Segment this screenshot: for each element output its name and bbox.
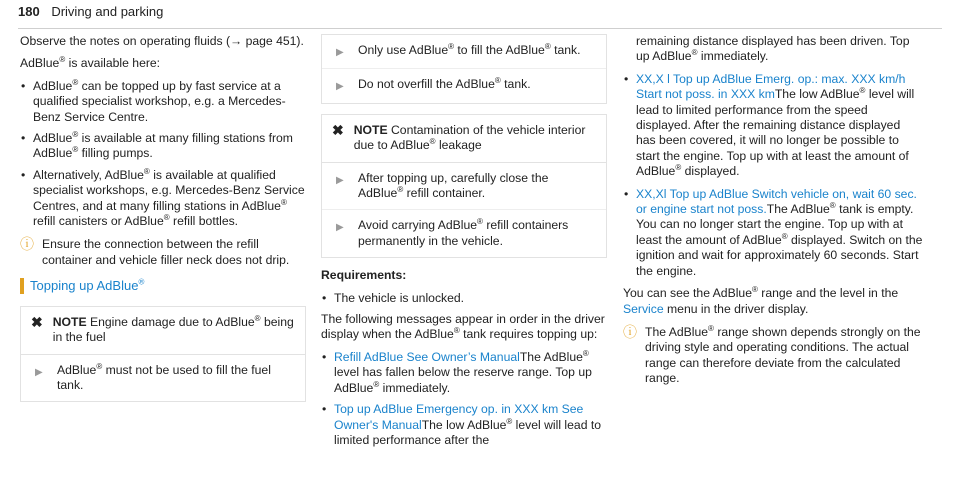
notice-item-text bbox=[57, 363, 295, 394]
reg-mark: ® bbox=[859, 86, 866, 96]
list-item bbox=[623, 187, 923, 279]
display-message: Refill AdBlue See Owner’s Manual bbox=[334, 349, 520, 364]
notice-header bbox=[322, 115, 606, 163]
reg-mark: ® bbox=[781, 231, 788, 241]
paragraph-text: immediately. bbox=[700, 49, 769, 64]
instruction-text: to fill the AdBlue bbox=[457, 43, 545, 57]
arrow-right-icon: ▶ bbox=[35, 366, 43, 378]
paragraph-text: The AdBlue bbox=[645, 324, 709, 339]
instruction-text: tank. bbox=[504, 77, 531, 92]
tip-note bbox=[623, 325, 923, 387]
warning-icon: ✖ bbox=[332, 121, 344, 138]
reg-mark: ® bbox=[751, 285, 758, 295]
message-description: tank is empty. You can no longer start the engine. Top up with at least the amount of AdBlue bbox=[636, 202, 914, 247]
reg-mark: ® bbox=[72, 129, 79, 139]
tip-text: Ensure the connection between the refill container and vehicle filler neck does not drip. bbox=[42, 237, 290, 267]
notice-item-text bbox=[358, 77, 531, 94]
reg-mark: ® bbox=[138, 277, 145, 287]
notice-body: Engine damage due to AdBlue bbox=[89, 314, 255, 329]
notice-box-continued bbox=[321, 34, 607, 104]
paragraph-text: tank requires topping up: bbox=[463, 327, 598, 342]
notice-item bbox=[322, 35, 606, 69]
tip-text bbox=[645, 325, 923, 387]
message-description: The low AdBlue bbox=[421, 417, 507, 432]
paragraph-text: The following messages appear in order in the driver display when the AdBlue bbox=[321, 312, 605, 342]
notice-header bbox=[21, 307, 305, 355]
message-description: The low AdBlue bbox=[774, 87, 860, 102]
section-heading bbox=[20, 278, 306, 293]
paragraph-text: menu in the driver display. bbox=[667, 301, 809, 316]
column-2 bbox=[321, 34, 607, 454]
list-item-text: is available at qualified specialist workshops, e.g. Mercedes-Benz Service Centres, and at many filling stations in AdBlue bbox=[33, 167, 305, 213]
message-description: level has fallen below the reserve range. Top up AdBlue bbox=[334, 365, 592, 395]
list-item-text: refill bottles. bbox=[173, 214, 239, 229]
notice-body: being in the fuel bbox=[52, 314, 294, 345]
message-description: displayed. bbox=[684, 164, 740, 179]
reg-mark: ® bbox=[280, 197, 287, 207]
message-description: displayed. Switch on the ignition and wait for approximately 60 seconds. Start the engine. bbox=[636, 232, 923, 278]
continued-text bbox=[623, 34, 923, 65]
list-item bbox=[20, 168, 306, 230]
info-icon: ⓘ bbox=[20, 236, 34, 253]
info-icon: ⓘ bbox=[623, 323, 637, 340]
notice-item-text bbox=[358, 218, 596, 249]
paragraph-text: You can see the AdBlue bbox=[623, 286, 752, 301]
list-item bbox=[623, 72, 923, 180]
reg-mark: ® bbox=[448, 41, 455, 51]
reg-mark: ® bbox=[582, 348, 589, 358]
arrow-right-icon: ▶ bbox=[336, 81, 344, 93]
display-message: Top up AdBlue Emergency op. in XXX km See Owner's Manual bbox=[334, 402, 584, 432]
reg-mark: ® bbox=[708, 323, 714, 333]
reg-mark: ® bbox=[163, 213, 170, 222]
instruction-text: Only use AdBlue bbox=[358, 43, 449, 57]
chapter-title: Driving and parking bbox=[51, 4, 164, 19]
arrow-right-icon: ▶ bbox=[336, 222, 344, 234]
reg-mark: ® bbox=[829, 201, 836, 210]
list-item-text: Alternatively, AdBlue bbox=[33, 167, 144, 182]
list-item-text: is available at many filling stations from AdBlue bbox=[33, 131, 293, 161]
reg-mark: ® bbox=[544, 41, 551, 51]
list-item-text: filling pumps. bbox=[81, 146, 153, 161]
notice-text bbox=[53, 315, 295, 346]
instruction-text: Do not overfill the AdBlue bbox=[358, 77, 495, 92]
messages-intro bbox=[321, 312, 607, 343]
list-item bbox=[321, 350, 607, 396]
notice-item bbox=[322, 210, 606, 257]
availability-intro bbox=[20, 56, 306, 71]
range-paragraph bbox=[623, 286, 923, 317]
column-1 bbox=[20, 34, 306, 412]
column-3 bbox=[623, 34, 923, 397]
paragraph-text: remaining distance displayed has been driven. Top up AdBlue bbox=[636, 34, 910, 64]
list-item bbox=[321, 291, 607, 306]
notice-body: Contamination of the vehicle interior due to AdBlue bbox=[353, 122, 586, 153]
reg-mark: ® bbox=[506, 416, 513, 426]
paragraph-text: range shown depends strongly on the driving style and operating conditions. The actual range can therefore deviate from the calculated range. bbox=[645, 324, 921, 386]
instruction-text: refill containers permanently in the vehicle. bbox=[358, 218, 569, 248]
display-message: XX,X l Top up AdBlue Emerg. op.: max. XXX km/h Start not poss. in XXX km bbox=[636, 71, 906, 102]
availability-label: is available here: bbox=[68, 56, 161, 71]
tip-note bbox=[20, 237, 306, 268]
section-title: Topping up AdBlue bbox=[30, 278, 139, 294]
notice-item bbox=[322, 163, 606, 211]
display-message: XX,Xl Top up AdBlue Switch vehicle on, wait 60 sec. or engine start not poss. bbox=[636, 186, 917, 217]
notice-text bbox=[354, 123, 596, 154]
notice-label: NOTE bbox=[52, 314, 87, 329]
arrow-right-icon: ▶ bbox=[336, 174, 344, 186]
instruction-text: tank. bbox=[554, 43, 581, 57]
paragraph-text: range and the level in the bbox=[761, 286, 899, 301]
reg-mark: ® bbox=[691, 48, 698, 58]
message-description: immediately. bbox=[382, 380, 451, 395]
reg-mark: ® bbox=[254, 313, 261, 323]
message-description: The AdBlue bbox=[766, 202, 830, 217]
intro-paragraph: Observe the notes on operating fluids (→ page 451). bbox=[20, 34, 304, 48]
service-menu-label: Service bbox=[623, 301, 664, 316]
reg-mark: ® bbox=[675, 163, 682, 173]
instruction-text: must not be used to fill the fuel tank. bbox=[57, 362, 271, 392]
list-item bbox=[20, 131, 306, 162]
reg-mark: ® bbox=[96, 361, 103, 371]
brand-name: AdBlue bbox=[33, 78, 73, 93]
list-item-text: can be topped up by fast service at a qualified specialist workshop, e.g. a Mercedes-Benz Service Centre. bbox=[33, 78, 286, 124]
arrow-right-icon: ▶ bbox=[336, 47, 344, 58]
list-item-text: refill canisters or AdBlue bbox=[33, 214, 164, 229]
list-item bbox=[321, 402, 607, 448]
notice-label: NOTE bbox=[353, 122, 388, 137]
brand-name: AdBlue bbox=[33, 131, 73, 146]
reg-mark: ® bbox=[397, 184, 404, 194]
reg-mark: ® bbox=[477, 217, 483, 227]
reg-mark: ® bbox=[494, 76, 501, 86]
reg-mark: ® bbox=[453, 326, 460, 336]
notice-item bbox=[21, 355, 305, 402]
instruction-text: refill container. bbox=[406, 186, 486, 201]
list-item bbox=[20, 79, 306, 125]
reg-mark: ® bbox=[143, 166, 150, 176]
brand-name: AdBlue bbox=[20, 56, 60, 71]
reg-mark: ® bbox=[72, 145, 79, 155]
reg-mark: ® bbox=[59, 55, 66, 65]
message-description: level will lead to limited performance from the speed displayed. After the remaining distance displayed has been covered, it will no longer be possible to start the engine. Top up with at least the amount of AdBlue bbox=[636, 87, 915, 179]
notice-box bbox=[321, 114, 607, 258]
brand-name: AdBlue bbox=[57, 362, 97, 377]
notice-item bbox=[322, 69, 606, 102]
message-description: level will lead to limited performance after the bbox=[334, 417, 602, 447]
notice-item-text bbox=[358, 171, 596, 202]
instruction-text: Avoid carrying AdBlue bbox=[358, 218, 478, 233]
instruction-text: After topping up, carefully close the AdBlue bbox=[358, 170, 549, 201]
notice-item-text bbox=[358, 43, 581, 60]
warning-icon: ✖ bbox=[31, 313, 43, 330]
reg-mark: ® bbox=[72, 77, 79, 87]
notice-box bbox=[20, 306, 306, 403]
requirements-title: Requirements: bbox=[321, 268, 407, 283]
reg-mark: ® bbox=[429, 137, 436, 147]
page-number: 180 bbox=[18, 4, 40, 19]
reg-mark: ® bbox=[373, 379, 380, 389]
requirement-text: The vehicle is unlocked. bbox=[334, 290, 465, 305]
page-header bbox=[18, 4, 942, 29]
message-description: The AdBlue bbox=[519, 349, 583, 364]
notice-body: leakage bbox=[438, 138, 482, 153]
